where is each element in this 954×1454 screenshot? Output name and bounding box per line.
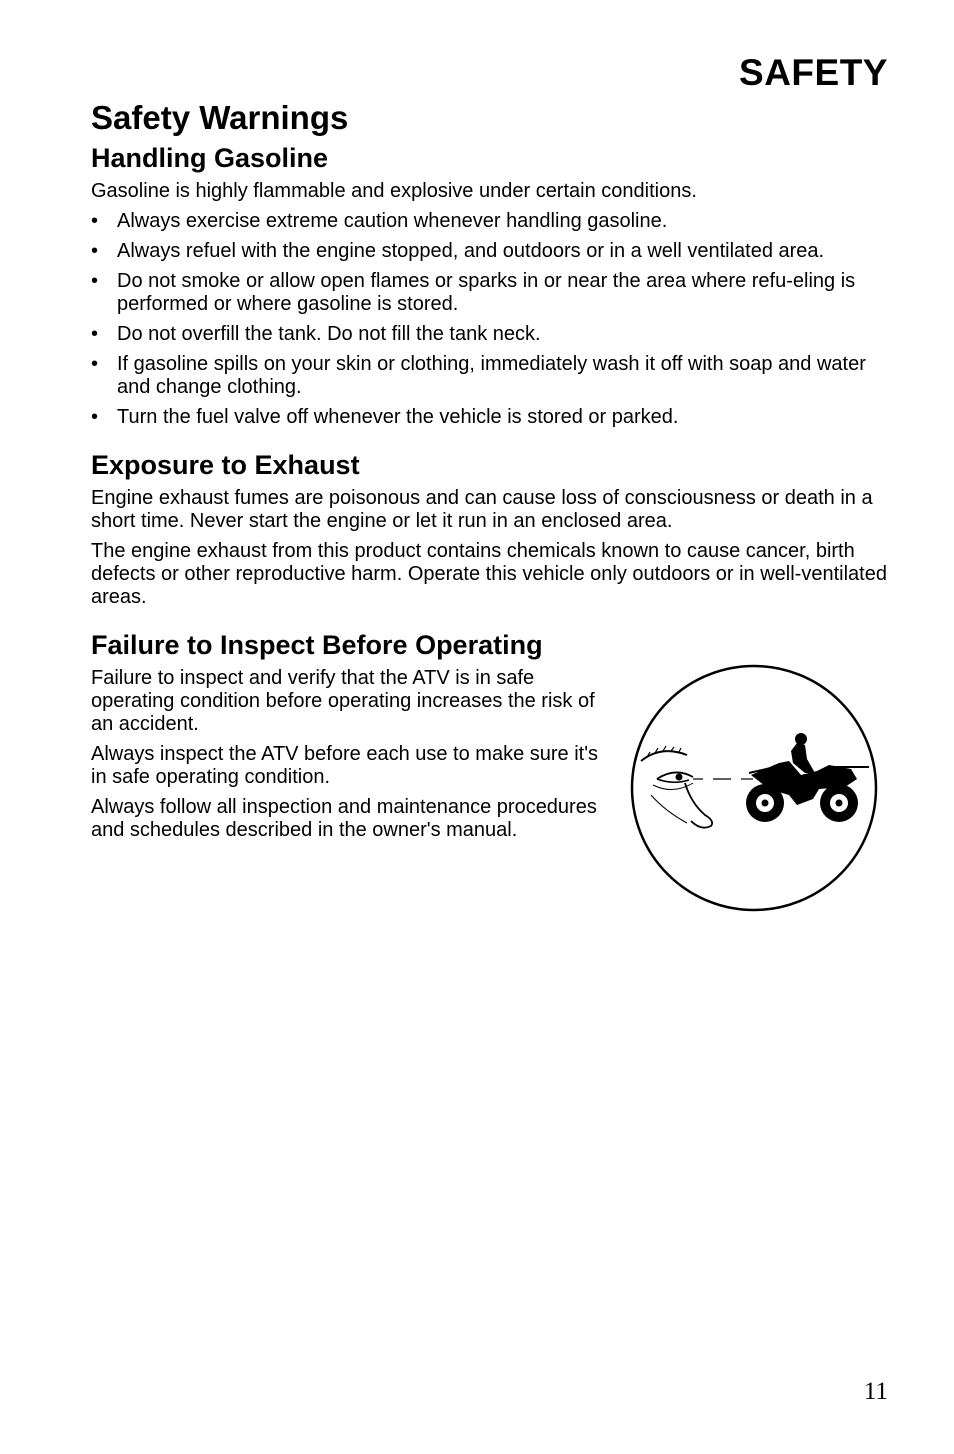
list-item (91, 240, 891, 263)
heading-failure-to-inspect: Failure to Inspect Before Operating (91, 630, 543, 660)
bullet: • (91, 240, 99, 262)
list-item-text: Always exercise extreme caution whenever handling gasoline. (117, 210, 668, 232)
list-item (91, 406, 891, 429)
bullet: • (91, 270, 99, 292)
inspect-paragraph: Failure to inspect and verify that the ATV is in safe operating condition before operating increases the risk of an accident. (91, 667, 595, 735)
bullet: • (91, 406, 99, 428)
exhaust-paragraph: The engine exhaust from this product contains chemicals known to cause cancer, birth defects or other reproductive harm. Operate this vehicle only outdoors or in well-ventilated areas. (91, 540, 887, 608)
inspect-paragraph: Always inspect the ATV before each use to make sure it's in safe operating condition. (91, 743, 599, 788)
list-item-text: If gasoline spills on your skin or clothing, immediately wash it off with soap and water and change clothing. (117, 353, 866, 398)
list-item (91, 270, 891, 316)
list-item (91, 353, 891, 399)
exhaust-paragraph: Engine exhaust fumes are poisonous and can cause loss of consciousness or death in a short time. Never start the engine or let it run in an enclosed area. (91, 487, 873, 532)
gasoline-bullet-list (91, 210, 891, 429)
bullet: • (91, 353, 99, 375)
inspect-text-column (91, 667, 601, 842)
list-item-text: Always refuel with the engine stopped, and outdoors or in a well ventilated area. (117, 240, 825, 262)
heading-handling-gasoline: Handling Gasoline (91, 143, 329, 173)
gasoline-intro: Gasoline is highly flammable and explosive under certain conditions. (91, 180, 697, 202)
page-number: 11 (863, 1378, 888, 1405)
list-item-text: Turn the fuel valve off whenever the vehicle is stored or parked. (117, 406, 679, 428)
heading-exposure-to-exhaust: Exposure to Exhaust (91, 450, 360, 480)
section-title: SAFETY (739, 52, 888, 93)
page-title: Safety Warnings (91, 99, 349, 136)
list-item (91, 323, 891, 346)
bullet: • (91, 210, 99, 232)
eye-inspecting-atv-icon (629, 663, 879, 913)
bullet: • (91, 323, 99, 345)
list-item (91, 210, 891, 233)
inspect-paragraph: Always follow all inspection and maintenance procedures and schedules described in the owner's manual. (91, 796, 597, 841)
list-item-text: Do not overfill the tank. Do not fill the tank neck. (117, 323, 541, 345)
list-item-text: Do not smoke or allow open flames or sparks in or near the area where refu-eling is performed or where gasoline is stored. (117, 270, 856, 315)
